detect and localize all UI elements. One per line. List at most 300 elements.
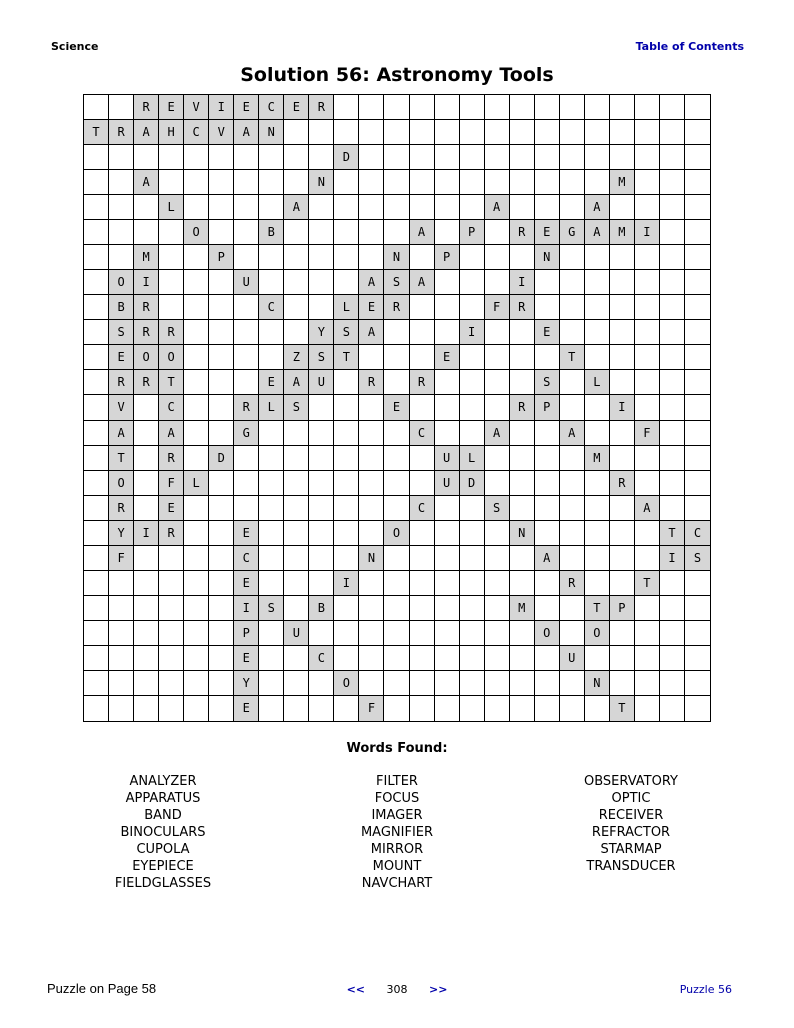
grid-empty-cell xyxy=(660,671,685,696)
grid-empty-cell xyxy=(84,345,109,370)
grid-letter-cell: R xyxy=(359,370,384,395)
grid-empty-cell xyxy=(510,145,535,170)
grid-empty-cell xyxy=(485,270,510,295)
word-item: BINOCULARS xyxy=(120,825,206,840)
grid-empty-cell xyxy=(485,370,510,395)
grid-letter-cell: P xyxy=(610,596,635,621)
grid-empty-cell xyxy=(184,546,209,571)
grid-empty-cell xyxy=(460,245,485,270)
grid-empty-cell xyxy=(384,345,409,370)
previous-page-link[interactable]: << xyxy=(346,983,365,996)
grid-empty-cell xyxy=(234,370,259,395)
grid-empty-cell xyxy=(685,345,710,370)
grid-empty-cell xyxy=(585,395,610,420)
grid-empty-cell xyxy=(685,671,710,696)
grid-letter-cell: P xyxy=(435,245,460,270)
grid-empty-cell xyxy=(284,496,309,521)
grid-empty-cell xyxy=(660,571,685,596)
grid-empty-cell xyxy=(510,446,535,471)
grid-empty-cell xyxy=(660,245,685,270)
grid-empty-cell xyxy=(660,421,685,446)
grid-empty-cell xyxy=(660,195,685,220)
grid-letter-cell: L xyxy=(334,295,359,320)
grid-empty-cell xyxy=(535,571,560,596)
grid-empty-cell xyxy=(410,120,435,145)
grid-empty-cell xyxy=(535,471,560,496)
grid-empty-cell xyxy=(435,295,460,320)
grid-empty-cell xyxy=(159,170,184,195)
grid-empty-cell xyxy=(610,245,635,270)
grid-empty-cell xyxy=(259,345,284,370)
grid-empty-cell xyxy=(685,496,710,521)
grid-letter-cell: F xyxy=(359,696,384,721)
grid-empty-cell xyxy=(209,295,234,320)
grid-empty-cell xyxy=(284,320,309,345)
grid-empty-cell xyxy=(510,546,535,571)
grid-empty-cell xyxy=(384,95,409,120)
grid-empty-cell xyxy=(359,245,384,270)
grid-empty-cell xyxy=(184,421,209,446)
grid-empty-cell xyxy=(610,370,635,395)
grid-empty-cell xyxy=(159,596,184,621)
grid-letter-cell: S xyxy=(109,320,134,345)
grid-empty-cell xyxy=(184,671,209,696)
grid-empty-cell xyxy=(184,446,209,471)
grid-empty-cell xyxy=(635,596,660,621)
grid-empty-cell xyxy=(84,95,109,120)
grid-letter-cell: R xyxy=(159,521,184,546)
grid-empty-cell xyxy=(284,120,309,145)
grid-empty-cell xyxy=(209,395,234,420)
grid-empty-cell xyxy=(585,320,610,345)
grid-letter-cell: V xyxy=(109,395,134,420)
grid-empty-cell xyxy=(84,195,109,220)
grid-empty-cell xyxy=(660,145,685,170)
grid-empty-cell xyxy=(334,546,359,571)
grid-letter-cell: E xyxy=(359,295,384,320)
grid-empty-cell xyxy=(560,120,585,145)
grid-empty-cell xyxy=(384,220,409,245)
grid-letter-cell: R xyxy=(560,571,585,596)
word-item: RECEIVER xyxy=(598,808,664,823)
grid-empty-cell xyxy=(209,421,234,446)
grid-empty-cell xyxy=(384,145,409,170)
grid-letter-cell: L xyxy=(159,195,184,220)
grid-letter-cell: E xyxy=(234,95,259,120)
puzzle-link[interactable]: Puzzle 56 xyxy=(679,983,732,996)
grid-letter-cell: D xyxy=(460,471,485,496)
grid-empty-cell xyxy=(485,95,510,120)
grid-letter-cell: O xyxy=(134,345,159,370)
word-item: MIRROR xyxy=(370,842,424,857)
grid-empty-cell xyxy=(685,696,710,721)
grid-empty-cell xyxy=(359,521,384,546)
grid-letter-cell: N xyxy=(309,170,334,195)
grid-empty-cell xyxy=(259,571,284,596)
grid-empty-cell xyxy=(435,145,460,170)
grid-empty-cell xyxy=(384,471,409,496)
grid-empty-cell xyxy=(384,446,409,471)
grid-empty-cell xyxy=(460,195,485,220)
grid-empty-cell xyxy=(460,696,485,721)
word-list-column-1 xyxy=(43,773,283,892)
grid-empty-cell xyxy=(485,120,510,145)
grid-empty-cell xyxy=(359,596,384,621)
grid-letter-cell: V xyxy=(209,120,234,145)
grid-letter-cell: R xyxy=(159,446,184,471)
grid-empty-cell xyxy=(384,621,409,646)
grid-empty-cell xyxy=(209,220,234,245)
grid-empty-cell xyxy=(510,245,535,270)
grid-empty-cell xyxy=(359,571,384,596)
grid-empty-cell xyxy=(259,696,284,721)
grid-letter-cell: U xyxy=(435,471,460,496)
grid-empty-cell xyxy=(635,120,660,145)
grid-empty-cell xyxy=(159,220,184,245)
grid-letter-cell: A xyxy=(560,421,585,446)
grid-empty-cell xyxy=(460,571,485,596)
grid-letter-cell: R xyxy=(510,395,535,420)
grid-empty-cell xyxy=(560,471,585,496)
grid-letter-cell: A xyxy=(535,546,560,571)
grid-empty-cell xyxy=(635,370,660,395)
grid-empty-cell xyxy=(209,270,234,295)
grid-empty-cell xyxy=(209,696,234,721)
grid-empty-cell xyxy=(685,145,710,170)
grid-letter-cell: T xyxy=(109,446,134,471)
grid-letter-cell: P xyxy=(535,395,560,420)
grid-empty-cell xyxy=(384,421,409,446)
grid-letter-cell: O xyxy=(109,270,134,295)
grid-empty-cell xyxy=(134,671,159,696)
grid-letter-cell: E xyxy=(234,571,259,596)
word-item: IMAGER xyxy=(371,808,423,823)
grid-letter-cell: P xyxy=(460,220,485,245)
grid-letter-cell: R xyxy=(109,120,134,145)
grid-empty-cell xyxy=(460,671,485,696)
grid-letter-cell: U xyxy=(309,370,334,395)
grid-empty-cell xyxy=(660,496,685,521)
grid-empty-cell xyxy=(560,170,585,195)
grid-empty-cell xyxy=(84,671,109,696)
grid-empty-cell xyxy=(309,696,334,721)
grid-empty-cell xyxy=(384,320,409,345)
grid-empty-cell xyxy=(309,471,334,496)
grid-empty-cell xyxy=(184,270,209,295)
grid-empty-cell xyxy=(485,395,510,420)
grid-empty-cell xyxy=(560,546,585,571)
grid-empty-cell xyxy=(410,596,435,621)
grid-letter-cell: V xyxy=(184,95,209,120)
grid-letter-cell: I xyxy=(610,395,635,420)
grid-empty-cell xyxy=(334,521,359,546)
grid-letter-cell: I xyxy=(460,320,485,345)
grid-empty-cell xyxy=(485,170,510,195)
grid-empty-cell xyxy=(334,170,359,195)
grid-empty-cell xyxy=(585,295,610,320)
grid-letter-cell: I xyxy=(134,270,159,295)
grid-empty-cell xyxy=(585,696,610,721)
grid-letter-cell: I xyxy=(134,521,159,546)
grid-empty-cell xyxy=(485,546,510,571)
grid-empty-cell xyxy=(635,195,660,220)
grid-empty-cell xyxy=(259,245,284,270)
grid-empty-cell xyxy=(460,621,485,646)
grid-empty-cell xyxy=(384,696,409,721)
grid-empty-cell xyxy=(485,345,510,370)
grid-empty-cell xyxy=(284,145,309,170)
grid-empty-cell xyxy=(635,145,660,170)
grid-empty-cell xyxy=(585,170,610,195)
grid-empty-cell xyxy=(184,496,209,521)
grid-letter-cell: G xyxy=(560,220,585,245)
grid-empty-cell xyxy=(84,546,109,571)
grid-empty-cell xyxy=(334,496,359,521)
grid-letter-cell: M xyxy=(610,220,635,245)
grid-empty-cell xyxy=(84,295,109,320)
grid-empty-cell xyxy=(460,521,485,546)
grid-empty-cell xyxy=(435,596,460,621)
grid-empty-cell xyxy=(585,145,610,170)
grid-empty-cell xyxy=(410,646,435,671)
grid-empty-cell xyxy=(685,220,710,245)
grid-empty-cell xyxy=(535,120,560,145)
grid-empty-cell xyxy=(585,546,610,571)
grid-empty-cell xyxy=(359,471,384,496)
grid-letter-cell: N xyxy=(535,245,560,270)
grid-empty-cell xyxy=(610,646,635,671)
grid-empty-cell xyxy=(384,671,409,696)
grid-empty-cell xyxy=(309,546,334,571)
grid-empty-cell xyxy=(309,270,334,295)
grid-empty-cell xyxy=(159,245,184,270)
grid-empty-cell xyxy=(109,220,134,245)
grid-empty-cell xyxy=(510,646,535,671)
grid-empty-cell xyxy=(134,220,159,245)
grid-empty-cell xyxy=(585,471,610,496)
grid-empty-cell xyxy=(159,270,184,295)
grid-letter-cell: A xyxy=(159,421,184,446)
grid-empty-cell xyxy=(460,170,485,195)
grid-letter-cell: P xyxy=(209,245,234,270)
grid-empty-cell xyxy=(309,295,334,320)
grid-empty-cell xyxy=(334,120,359,145)
grid-empty-cell xyxy=(585,646,610,671)
grid-empty-cell xyxy=(209,571,234,596)
grid-empty-cell xyxy=(560,295,585,320)
grid-empty-cell xyxy=(359,671,384,696)
grid-empty-cell xyxy=(685,646,710,671)
grid-empty-cell xyxy=(460,295,485,320)
grid-empty-cell xyxy=(84,646,109,671)
grid-empty-cell xyxy=(610,320,635,345)
grid-empty-cell xyxy=(585,345,610,370)
grid-letter-cell: T xyxy=(334,345,359,370)
grid-letter-cell: E xyxy=(109,345,134,370)
grid-empty-cell xyxy=(109,195,134,220)
grid-letter-cell: E xyxy=(259,370,284,395)
grid-empty-cell xyxy=(460,270,485,295)
grid-empty-cell xyxy=(234,245,259,270)
grid-empty-cell xyxy=(410,345,435,370)
grid-letter-cell: L xyxy=(585,370,610,395)
grid-letter-cell: C xyxy=(234,546,259,571)
grid-empty-cell xyxy=(510,621,535,646)
grid-empty-cell xyxy=(485,145,510,170)
grid-empty-cell xyxy=(660,621,685,646)
grid-letter-cell: O xyxy=(109,471,134,496)
grid-empty-cell xyxy=(309,496,334,521)
grid-letter-cell: E xyxy=(234,696,259,721)
grid-empty-cell xyxy=(610,120,635,145)
grid-letter-cell: A xyxy=(284,195,309,220)
table-of-contents-link[interactable]: Table of Contents xyxy=(635,40,744,53)
grid-empty-cell xyxy=(359,395,384,420)
grid-letter-cell: E xyxy=(234,646,259,671)
grid-letter-cell: C xyxy=(685,521,710,546)
grid-empty-cell xyxy=(159,621,184,646)
grid-letter-cell: A xyxy=(284,370,309,395)
grid-empty-cell xyxy=(134,571,159,596)
grid-empty-cell xyxy=(685,571,710,596)
grid-empty-cell xyxy=(134,446,159,471)
grid-empty-cell xyxy=(685,295,710,320)
grid-empty-cell xyxy=(435,370,460,395)
grid-letter-cell: R xyxy=(134,370,159,395)
grid-empty-cell xyxy=(184,596,209,621)
grid-empty-cell xyxy=(635,471,660,496)
grid-empty-cell xyxy=(134,145,159,170)
grid-empty-cell xyxy=(209,195,234,220)
grid-letter-cell: M xyxy=(134,245,159,270)
grid-empty-cell xyxy=(209,496,234,521)
grid-empty-cell xyxy=(635,621,660,646)
grid-empty-cell xyxy=(184,245,209,270)
grid-empty-cell xyxy=(635,95,660,120)
grid-empty-cell xyxy=(560,621,585,646)
grid-empty-cell xyxy=(410,295,435,320)
next-page-link[interactable]: >> xyxy=(429,983,448,996)
grid-empty-cell xyxy=(635,320,660,345)
grid-empty-cell xyxy=(660,345,685,370)
grid-empty-cell xyxy=(635,546,660,571)
grid-empty-cell xyxy=(510,170,535,195)
grid-empty-cell xyxy=(410,546,435,571)
grid-empty-cell xyxy=(184,521,209,546)
grid-empty-cell xyxy=(284,471,309,496)
grid-empty-cell xyxy=(109,245,134,270)
grid-empty-cell xyxy=(610,421,635,446)
grid-letter-cell: L xyxy=(259,395,284,420)
grid-empty-cell xyxy=(535,596,560,621)
grid-empty-cell xyxy=(209,671,234,696)
grid-letter-cell: A xyxy=(109,421,134,446)
grid-empty-cell xyxy=(685,596,710,621)
grid-empty-cell xyxy=(309,195,334,220)
grid-empty-cell xyxy=(209,646,234,671)
grid-letter-cell: S xyxy=(309,345,334,370)
grid-empty-cell xyxy=(159,145,184,170)
grid-empty-cell xyxy=(209,471,234,496)
grid-empty-cell xyxy=(109,95,134,120)
grid-empty-cell xyxy=(435,421,460,446)
grid-empty-cell xyxy=(485,521,510,546)
grid-letter-cell: A xyxy=(134,120,159,145)
grid-empty-cell xyxy=(259,546,284,571)
grid-empty-cell xyxy=(384,496,409,521)
grid-empty-cell xyxy=(435,546,460,571)
grid-empty-cell xyxy=(560,245,585,270)
grid-empty-cell xyxy=(259,195,284,220)
grid-empty-cell xyxy=(259,320,284,345)
grid-letter-cell: A xyxy=(485,195,510,220)
grid-letter-cell: I xyxy=(635,220,660,245)
grid-empty-cell xyxy=(660,696,685,721)
grid-empty-cell xyxy=(159,295,184,320)
grid-letter-cell: T xyxy=(560,345,585,370)
grid-empty-cell xyxy=(560,696,585,721)
grid-empty-cell xyxy=(685,621,710,646)
grid-letter-cell: B xyxy=(259,220,284,245)
grid-empty-cell xyxy=(384,571,409,596)
grid-empty-cell xyxy=(359,195,384,220)
grid-empty-cell xyxy=(460,496,485,521)
grid-empty-cell xyxy=(184,370,209,395)
grid-empty-cell xyxy=(660,270,685,295)
grid-empty-cell xyxy=(435,621,460,646)
grid-empty-cell xyxy=(109,696,134,721)
grid-letter-cell: T xyxy=(635,571,660,596)
grid-empty-cell xyxy=(134,646,159,671)
grid-empty-cell xyxy=(209,521,234,546)
grid-empty-cell xyxy=(359,170,384,195)
grid-empty-cell xyxy=(485,471,510,496)
grid-empty-cell xyxy=(334,446,359,471)
grid-empty-cell xyxy=(685,95,710,120)
grid-letter-cell: I xyxy=(660,546,685,571)
grid-empty-cell xyxy=(510,571,535,596)
grid-letter-cell: A xyxy=(585,195,610,220)
grid-empty-cell xyxy=(84,446,109,471)
grid-empty-cell xyxy=(510,696,535,721)
grid-empty-cell xyxy=(560,320,585,345)
word-item: MOUNT xyxy=(372,859,422,874)
grid-empty-cell xyxy=(184,145,209,170)
grid-empty-cell xyxy=(84,521,109,546)
grid-letter-cell: I xyxy=(209,95,234,120)
grid-empty-cell xyxy=(184,295,209,320)
grid-empty-cell xyxy=(635,345,660,370)
grid-empty-cell xyxy=(535,421,560,446)
grid-letter-cell: Y xyxy=(234,671,259,696)
grid-letter-cell: B xyxy=(109,295,134,320)
grid-empty-cell xyxy=(334,95,359,120)
grid-empty-cell xyxy=(510,370,535,395)
grid-letter-cell: E xyxy=(535,320,560,345)
grid-empty-cell xyxy=(84,170,109,195)
grid-empty-cell xyxy=(560,446,585,471)
grid-empty-cell xyxy=(535,696,560,721)
grid-empty-cell xyxy=(610,145,635,170)
grid-empty-cell xyxy=(410,696,435,721)
grid-letter-cell: E xyxy=(234,521,259,546)
grid-empty-cell xyxy=(284,245,309,270)
grid-empty-cell xyxy=(359,145,384,170)
grid-empty-cell xyxy=(485,220,510,245)
grid-empty-cell xyxy=(184,646,209,671)
grid-empty-cell xyxy=(284,521,309,546)
grid-empty-cell xyxy=(660,646,685,671)
